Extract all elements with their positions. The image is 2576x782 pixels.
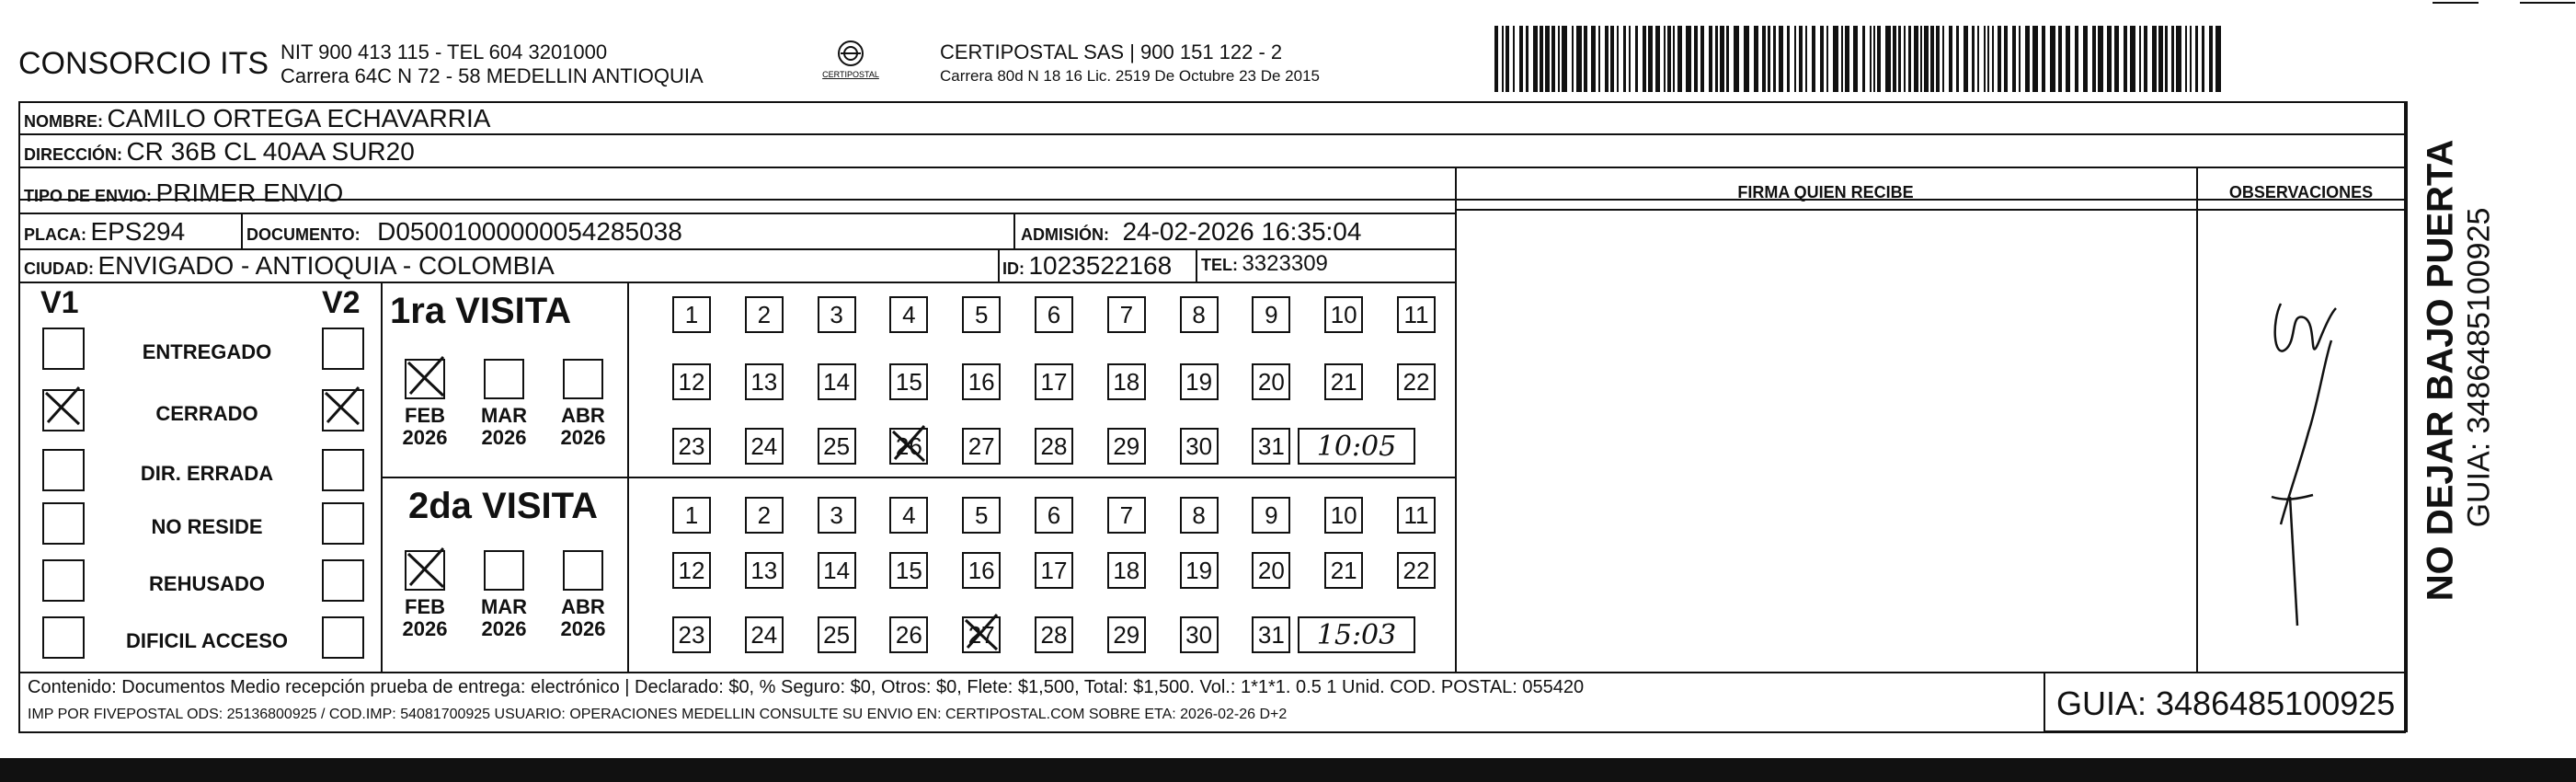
day-box[interactable]: 4 [889,296,928,333]
barcode-bar [2083,26,2088,92]
barcode-bar [1820,26,1824,92]
day-box[interactable]: 18 [1107,363,1146,400]
observaciones-header [2196,183,2406,202]
barcode-bar [1992,26,1994,92]
nombre-label: NOMBRE: [24,112,103,131]
barcode-bar [1617,26,1619,92]
day-box[interactable]: 8 [1180,296,1219,333]
barcode-bar [1893,26,1896,92]
month-year: 2026 [481,426,527,449]
month-name: ABR [561,595,605,618]
barcode-bar [1502,26,1504,92]
barcode-bar [1914,26,1918,92]
barcode-bar [1773,26,1776,92]
company-nit-line: NIT 900 413 115 - TEL 604 3201000 [280,40,608,63]
documento-value: D05001000000054285038 [377,217,682,246]
barcode-bar [1545,26,1550,92]
day-box[interactable]: 1 [672,296,711,333]
month-year: 2026 [481,617,527,640]
barcode-bar [1605,26,1609,92]
day-box[interactable]: 29 [1107,428,1146,465]
day-box[interactable]: 13 [745,552,784,589]
cross-x-icon [962,613,999,646]
check-x-icon [405,546,445,583]
corner-mark [2433,2,2479,4]
day-box[interactable]: 26 [889,616,928,653]
v2-checkbox[interactable] [322,389,364,431]
col-divider [2196,167,2198,672]
day-box[interactable]: 23 [672,616,711,653]
day-box[interactable]: 29 [1107,616,1146,653]
month-checkbox[interactable] [405,550,445,591]
month-name: FEB [405,595,445,618]
certipostal-address-line: Carrera 80d N 18 16 Lic. 2519 De Octubre 23 De 2015 [940,67,1320,85]
barcode-bar [2025,26,2030,92]
barcode-bar [1720,26,1724,92]
barcode-bar [1754,26,1758,92]
day-box[interactable]: 22 [1397,552,1436,589]
firma-label: FIRMA QUIEN RECIBE [1737,183,1914,201]
barcode-bar [1787,26,1790,92]
tipo-label: TIPO DE ENVIO: [24,187,153,205]
day-box[interactable]: 25 [818,428,856,465]
status-label: DIFICIL ACCESO [125,629,288,652]
certipostal-nit-line: CERTIPOSTAL SAS | 900 151 122 - 2 [940,40,1283,63]
row-divider [18,213,1455,214]
barcode-bar [1845,26,1849,92]
barcode-bar [1494,26,1498,92]
day-box[interactable]: 19 [1180,552,1219,589]
tel-label: TEL: [1201,256,1238,274]
barcode-bar [1930,26,1934,92]
day-box[interactable]: 31 [1252,428,1290,465]
day-box[interactable]: 28 [1035,616,1073,653]
barcode-bar [1908,26,1911,92]
footer-imp-line: IMP POR FIVEPOSTAL ODS: 25136800925 / COD.IMP: 54081700925 USUARIO: OPERACIONES MEDELLIN CONSULTE SU ENVIO EN: CERTIPOSTAL.COM SOBRE ETA: 2026-02-26 D+2 [28,707,1288,722]
month-label [555,596,611,640]
month-label [397,596,452,640]
day-box[interactable]: 3 [818,296,856,333]
barcode-bar [2144,26,2147,92]
nombre-row [24,104,490,133]
barcode-bar [1885,26,1891,92]
ciudad-cell [24,251,555,281]
day-box[interactable]: 24 [745,616,784,653]
day-box[interactable]: 21 [1324,363,1363,400]
documento-label: DOCUMENTO: [246,225,361,244]
barcode-bar [1779,26,1783,92]
barcode-bar [2107,26,2112,92]
firma-header [1455,183,2196,202]
day-box[interactable]: 8 [1180,497,1219,534]
row-divider [1455,209,2406,211]
barcode-bar [1623,26,1626,92]
barcode-bar [1726,26,1729,92]
placa-label: PLACA: [24,225,86,244]
corner-mark [2520,2,2575,4]
day-box[interactable]: 19 [1180,363,1219,400]
barcode-bar [1526,26,1528,92]
day-box[interactable]: 5 [962,497,1001,534]
barcode-bar [2165,26,2168,92]
barcode-graphic [1494,26,2226,92]
month-checkbox[interactable] [484,550,524,591]
barcode-bar [1799,26,1803,92]
day-box[interactable]: 10 [1324,497,1363,534]
v1-checkbox[interactable] [42,328,85,370]
barcode-bar [1812,26,1815,92]
visit2-time: 15:03 [1298,616,1415,653]
barcode-bar [1598,26,1600,92]
visit2-title: 2da VISITA [408,486,598,526]
barcode-bar [1870,26,1872,92]
v2-checkbox[interactable] [322,449,364,491]
row-divider [18,167,2406,168]
day-box[interactable]: 31 [1252,616,1290,653]
barcode-bar [1655,26,1660,92]
v1-checkbox[interactable] [42,389,85,431]
cell-divider [241,213,243,248]
month-checkbox[interactable] [405,359,445,399]
certipostal-logo [809,37,892,88]
barcode-bar [1963,26,1968,92]
day-box[interactable]: 18 [1107,552,1146,589]
day-box[interactable]: 26 [889,428,928,465]
check-x-icon [42,385,81,420]
barcode-bar [2066,26,2070,92]
barcode-bar [1853,26,1858,92]
id-value: 1023522168 [1028,251,1173,280]
barcode-bar [2202,26,2204,92]
barcode-bar [2004,26,2008,92]
day-box[interactable]: 28 [1035,428,1073,465]
v1-checkbox[interactable] [42,616,85,659]
direccion-value: CR 36B CL 40AA SUR20 [126,137,415,166]
cell-divider [1013,213,1015,248]
cell-divider [1196,248,1197,282]
barcode-bar [1506,26,1509,92]
day-box[interactable]: 1 [672,497,711,534]
tel-cell [1201,251,1328,277]
side-panel [2411,101,2497,653]
cross-x-icon [889,424,926,457]
barcode-bar [1826,26,1828,92]
day-box[interactable]: 25 [818,616,856,653]
barcode-bar [2019,26,2021,92]
month-name: ABR [561,404,605,427]
month-label [476,405,532,449]
barcode-bar [1984,26,1986,92]
day-box[interactable]: 17 [1035,552,1073,589]
day-box[interactable]: 30 [1180,616,1219,653]
barcode-bar [1648,26,1653,92]
day-box[interactable]: 16 [962,363,1001,400]
month-checkbox[interactable] [484,359,524,399]
barcode-bar [1877,26,1881,92]
month-checkbox[interactable] [563,550,603,591]
barcode-bar [2195,26,2198,92]
day-box[interactable]: 15 [889,552,928,589]
day-box[interactable]: 2 [745,296,784,333]
barcode-bar [1686,26,1691,92]
col-divider [1455,167,1457,672]
barcode-bar [1942,26,1944,92]
tel-value: 3323309 [1242,251,1328,276]
visit1-time: 10:05 [1298,428,1415,465]
month-checkbox[interactable] [563,359,603,399]
month-label [476,596,532,640]
bottom-edge-gap [0,754,2576,758]
barcode-bar [1551,26,1555,92]
month-name: MAR [480,595,528,618]
row-divider [18,282,1455,283]
barcode-bar [2058,26,2062,92]
ciudad-label: CIUDAD: [24,259,94,278]
v1-checkbox[interactable] [42,502,85,545]
barcode-bar [1794,26,1796,92]
day-box[interactable]: 7 [1107,296,1146,333]
day-box[interactable]: 3 [818,497,856,534]
month-name: FEB [405,404,445,427]
barcode-bar [1519,26,1523,92]
barcode-bar [2032,26,2038,92]
barcode-bar [1805,26,1807,92]
barcode-bar [1762,26,1766,92]
v1-checkbox[interactable] [42,559,85,602]
row-divider [18,248,1455,250]
barcode-bar [1709,26,1712,92]
status-label: REHUSADO [149,572,265,595]
v2-checkbox[interactable] [322,616,364,659]
barcode-bar [1924,26,1929,92]
day-box[interactable]: 24 [745,428,784,465]
day-box[interactable]: 7 [1107,497,1146,534]
day-box[interactable]: 11 [1397,296,1436,333]
month-year: 2026 [402,426,448,449]
barcode-bar [1610,26,1614,92]
barcode-bar [2209,26,2213,92]
ciudad-value: ENVIGADO - ANTIOQUIA - COLOMBIA [97,251,555,280]
nombre-value: CAMILO ORTEGA ECHAVARRIA [107,104,491,132]
footer-guia: GUIA: 3486485100925 [2056,684,2396,722]
barcode-bar [1715,26,1718,92]
id-label: ID: [1002,259,1025,278]
v2-checkbox[interactable] [322,502,364,545]
day-box[interactable]: 27 [962,616,1001,653]
signature-scribble [2216,285,2382,653]
barcode-bar [1694,26,1698,92]
day-box[interactable]: 22 [1397,363,1436,400]
month-label [555,405,611,449]
bottom-edge-band [0,758,2576,782]
cell-divider [998,248,1000,282]
check-x-icon [405,355,445,392]
day-box[interactable]: 21 [1324,552,1363,589]
day-box[interactable]: 30 [1180,428,1219,465]
col-divider [2406,101,2408,732]
v1-heading: V1 [40,285,79,320]
barcode-bar [2012,26,2016,92]
barcode-bar [1873,26,1875,92]
day-box[interactable]: 6 [1035,497,1073,534]
barcode-bar [2092,26,2096,92]
admision-cell [1021,217,1361,247]
barcode-bar [1558,26,1560,92]
barcode-bar [1956,26,1959,92]
barcode-bar [1533,26,1538,92]
status-label: CERRADO [155,402,258,425]
barcode-bar [1513,26,1515,92]
barcode-bar [1572,26,1574,92]
company-address-line: Carrera 64C N 72 - 58 MEDELLIN ANTIOQUIA [280,64,704,87]
barcode-bar [1673,26,1675,92]
day-box[interactable]: 17 [1035,363,1073,400]
day-box[interactable]: 14 [818,552,856,589]
barcode-bar [2139,26,2141,92]
barcode-bar [2124,26,2127,92]
barcode-bar [1700,26,1704,92]
barcode-bar [1584,26,1587,92]
barcode-bar [2050,26,2055,92]
barcode-bar [2158,26,2163,92]
day-box[interactable]: 9 [1252,296,1290,333]
barcode-bar [2098,26,2103,92]
barcode-bar [1977,26,1979,92]
day-box[interactable]: 10 [1324,296,1363,333]
barcode-bar [1677,26,1682,92]
month-year: 2026 [560,426,606,449]
status-label: DIR. ERRADA [140,462,274,485]
barcode-bar [1744,26,1749,92]
row-divider [18,133,2406,135]
day-box[interactable]: 2 [745,497,784,534]
id-cell [1002,251,1172,281]
barcode-bar [2171,26,2174,92]
barcode-bar [1667,26,1671,92]
tipo-row [24,178,343,208]
day-box[interactable]: 4 [889,497,928,534]
day-box[interactable]: 16 [962,552,1001,589]
day-box[interactable]: 13 [745,363,784,400]
barcode-bar [2042,26,2045,92]
tipo-value: PRIMER ENVIO [155,178,344,207]
barcode-bar [1734,26,1739,92]
signature [2216,285,2382,653]
barcode-bar [1562,26,1567,92]
placa-value: EPS294 [90,217,186,246]
barcode-bar [1540,26,1543,92]
month-year: 2026 [402,617,448,640]
v2-heading: V2 [322,285,361,320]
observaciones-label: OBSERVACIONES [2228,183,2374,201]
barcode-bar [1904,26,1906,92]
admision-label: ADMISIÓN: [1021,225,1109,244]
barcode-bar [1635,26,1638,92]
barcode [1494,26,2226,92]
barcode-bar [2215,26,2221,92]
barcode-bar [2130,26,2135,92]
v1-checkbox[interactable] [42,449,85,491]
day-box[interactable]: 12 [672,552,711,589]
barcode-bar [1664,26,1666,92]
documento-cell [246,217,682,247]
barcode-bar [1591,26,1596,92]
admision-value: 24-02-2026 16:35:04 [1122,217,1362,246]
day-box[interactable]: 15 [889,363,928,400]
day-box[interactable]: 12 [672,363,711,400]
barcode-bar [1972,26,1975,92]
day-box[interactable]: 5 [962,296,1001,333]
day-box[interactable]: 23 [672,428,711,465]
barcode-bar [1862,26,1865,92]
status-label: NO RESIDE [151,515,263,538]
certipostal-logo-icon [809,37,892,88]
placa-cell [24,217,185,247]
barcode-bar [2114,26,2119,92]
day-box[interactable]: 27 [962,428,1001,465]
v2-checkbox[interactable] [322,328,364,370]
day-box[interactable]: 9 [1252,497,1290,534]
direccion-row [24,137,415,167]
barcode-bar [2075,26,2078,92]
barcode-bar [1949,26,1952,92]
barcode-bar [1643,26,1646,92]
barcode-bar [1629,26,1631,92]
barcode-bar [1987,26,1989,92]
day-box[interactable]: 20 [1252,363,1290,400]
barcode-bar [2185,26,2187,92]
visit1-title: 1ra VISITA [390,291,572,331]
footer-content-line: Contenido: Documentos Medio recepción prueba de entrega: electrónico | Declarado: $0, % Seguro: $0, Otros: $0, Flete: $1,500, Total: $1,500. Vol.: 1*1*1. 0.5 1 Unid. COD. POSTAL: 055420 [28,677,1585,697]
visit-divider [381,477,1455,478]
day-box[interactable]: 6 [1035,296,1073,333]
barcode-bar [2190,26,2192,92]
side-guia: GUIA: 3486485100925 [2461,207,2497,528]
barcode-bar [2152,26,2157,92]
side-warning: NO DEJAR BAJO PUERTA [2420,139,2461,602]
check-x-icon [322,385,361,420]
svg-text:CERTIPOSTAL: CERTIPOSTAL [822,70,879,79]
company-name: CONSORCIO ITS [18,46,269,81]
day-box[interactable]: 11 [1397,497,1436,534]
barcode-bar [1841,26,1843,92]
barcode-bar [1998,26,2001,92]
v2-checkbox[interactable] [322,559,364,602]
month-year: 2026 [560,617,606,640]
barcode-bar [1936,26,1940,92]
barcode-bar [1898,26,1901,92]
status-label: ENTREGADO [142,340,272,363]
month-label [397,405,452,449]
day-box[interactable]: 20 [1252,552,1290,589]
barcode-bar [1768,26,1770,92]
month-name: MAR [480,404,528,427]
barcode-bar [1576,26,1582,92]
day-box[interactable]: 14 [818,363,856,400]
barcode-bar [2176,26,2181,92]
direccion-label: DIRECCIÓN: [24,145,122,164]
barcode-bar [1920,26,1922,92]
barcode-bar [1833,26,1838,92]
